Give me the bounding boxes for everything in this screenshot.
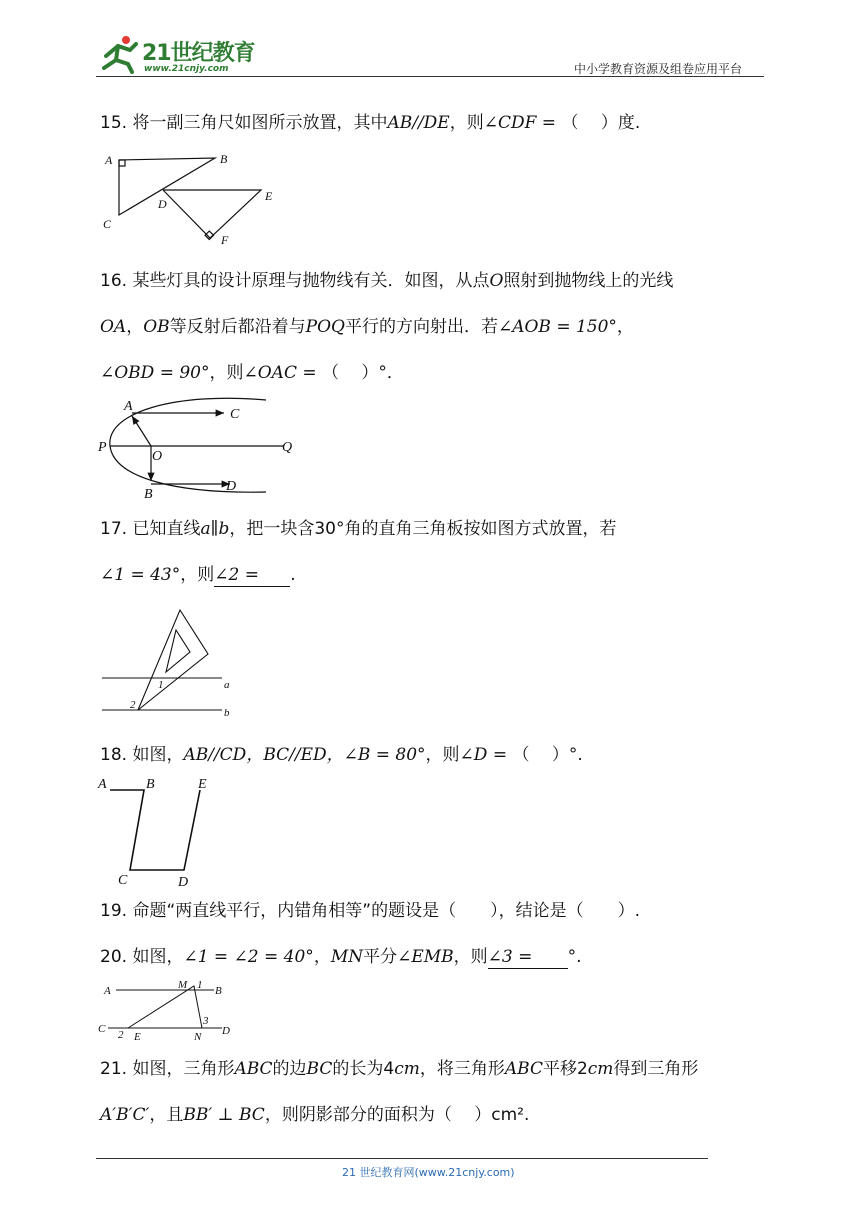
q17-label-b: b <box>224 707 230 718</box>
q16-label-q: Q <box>282 440 293 455</box>
q19-number: 19. <box>100 901 128 921</box>
q16-math-poq: POQ <box>305 317 345 337</box>
q21-text-2b: ，且 <box>149 1105 184 1125</box>
q17-answer-blank <box>214 564 290 587</box>
q16-label-d: D <box>226 479 237 494</box>
q20-label-1: 1 <box>197 979 203 991</box>
logo-url: www.21cnjy.com <box>144 64 229 74</box>
q15-label-a: A <box>105 153 113 167</box>
q17-label-1: 1 <box>158 679 164 691</box>
q21-math-cm-2: cm <box>587 1059 614 1079</box>
logo-text: 21世纪教育 <box>142 41 255 66</box>
q18-math-1: AB//CD，BC//ED，∠B = 80° <box>183 745 426 765</box>
q17-figure <box>98 606 248 718</box>
q16-label-p: P <box>98 440 107 455</box>
header-logo <box>96 32 266 76</box>
q16-text-2d: ， <box>616 317 634 337</box>
q20-text-4: ，则 <box>453 947 488 967</box>
q21-math-bc: BC <box>306 1059 333 1079</box>
q19-text: 命题“两直线平行，内错角相等”的题设是（ ），结论是（ ）. <box>132 901 640 921</box>
q16-label-c: C <box>230 407 240 422</box>
q15-text-3: = （ ）度. <box>536 113 641 133</box>
q16-text-2b: 等反射后都沿着与 <box>169 317 306 337</box>
q21-text-1e: 平移2 <box>542 1059 588 1079</box>
q18-math-2: ∠D <box>459 745 488 765</box>
q20-text-2: ， <box>313 947 331 967</box>
q21-text-1f: 得到三角形 <box>613 1059 699 1079</box>
q18-label-e: E <box>198 777 207 792</box>
question-16-line-2 <box>100 316 634 338</box>
q15-label-c: C <box>103 217 112 231</box>
q20-label-n: N <box>194 1031 202 1043</box>
q20-math-4: ∠3 = <box>487 947 533 967</box>
q21-text-1d: ，将三角形 <box>419 1059 505 1079</box>
q20-math-2: MN <box>330 947 364 967</box>
q16-math-o: O <box>489 271 504 291</box>
q16-text-2c: 平行的方向射出．若 <box>344 317 498 337</box>
q20-math-3: ∠EMB <box>397 947 454 967</box>
q17-label-2: 2 <box>130 699 136 711</box>
q20-number: 20. <box>100 947 128 967</box>
q16-sep: ， <box>126 317 144 337</box>
q15-math-2: ∠CDF <box>483 113 537 133</box>
q17-label-a: a <box>224 679 230 691</box>
q18-label-b: B <box>146 777 155 792</box>
q17-text-2b: ，则 <box>180 565 215 585</box>
q17-text-1b: ，把一块含30°角的直角三角板按如图方式放置，若 <box>229 519 617 539</box>
q16-math-aob: ∠AOB = 150° <box>497 317 617 337</box>
q18-label-a: A <box>98 777 107 792</box>
q16-figure <box>96 392 306 502</box>
q17-text-1: 已知直线 <box>132 519 201 539</box>
q17-math-1: ∠1 = 43° <box>100 565 181 585</box>
question-21-line-1 <box>100 1058 698 1080</box>
question-19 <box>100 900 640 922</box>
q21-text-1c: 的长为4 <box>332 1059 395 1079</box>
footer-text: 21 世纪教育网(www.21cnjy.com) <box>342 1166 515 1179</box>
question-15 <box>100 112 640 134</box>
q20-text-3: 平分 <box>363 947 398 967</box>
question-16-line-3 <box>100 362 404 384</box>
q21-math-abc-2: ABC <box>504 1059 543 1079</box>
q20-label-e: E <box>134 1031 141 1043</box>
q20-label-c: C <box>98 1023 106 1035</box>
question-20 <box>100 946 582 969</box>
q20-label-d: D <box>222 1025 230 1037</box>
q20-label-2: 2 <box>118 1029 124 1041</box>
q16-text-3c: = （ ）°． <box>296 363 404 383</box>
q21-math-a-prime: A′B′C′ <box>100 1105 150 1125</box>
q20-text-5: °. <box>567 947 582 967</box>
platform-name: 中小学教育资源及组卷应用平台 <box>574 62 743 76</box>
q17-math-ab: a∥b <box>200 519 230 539</box>
q16-text-1: 某些灯具的设计原理与抛物线有关．如图，从点 <box>132 271 490 291</box>
question-18 <box>100 744 583 766</box>
q15-number: 15. <box>100 113 128 133</box>
q21-text-1a: 如图，三角形 <box>132 1059 235 1079</box>
q15-label-d: D <box>158 197 167 211</box>
q20-label-b: B <box>215 985 222 997</box>
q15-text-2: ，则 <box>449 113 484 133</box>
q16-label-b: B <box>144 487 153 502</box>
q20-label-a: A <box>104 985 111 997</box>
footer-divider <box>96 1158 708 1159</box>
q20-label-3: 3 <box>203 1015 209 1027</box>
q18-figure <box>96 774 226 890</box>
q18-label-d: D <box>178 875 189 890</box>
q17-text-2c: . <box>290 565 296 585</box>
q17-number: 17. <box>100 519 128 539</box>
q16-math-ob: OB <box>143 317 170 337</box>
q18-number: 18. <box>100 745 128 765</box>
q15-label-b: B <box>220 152 228 166</box>
q18-text-3: = （ ）°. <box>487 745 583 765</box>
q21-math-bb: BB′ ⊥ BC <box>183 1105 265 1125</box>
question-21-line-2 <box>100 1104 529 1126</box>
question-17-line-2 <box>100 564 296 587</box>
q16-label-o: O <box>152 449 163 464</box>
runner-logo-icon <box>96 34 144 74</box>
q16-label-a: A <box>124 399 133 414</box>
header-divider <box>96 76 764 77</box>
q16-number: 16. <box>100 271 128 291</box>
q15-figure <box>98 150 288 250</box>
q18-label-c: C <box>118 873 128 888</box>
q20-figure <box>96 976 246 1044</box>
q20-answer-blank <box>488 946 568 969</box>
q16-math-oac: ∠OAC <box>243 363 297 383</box>
q16-math-oa: OA <box>100 317 127 337</box>
question-16-line-1 <box>100 270 673 292</box>
q20-text-1: 如图， <box>132 947 184 967</box>
question-17-line-1 <box>100 518 616 540</box>
q21-number: 21. <box>100 1059 128 1079</box>
q20-label-m: M <box>178 979 188 991</box>
q15-math-1: AB//DE <box>387 113 450 133</box>
q21-text-2c: ，则阴影部分的面积为（ ）cm². <box>264 1105 530 1125</box>
q15-label-e: E <box>265 189 273 203</box>
q21-math-abc: ABC <box>234 1059 273 1079</box>
q18-text-1: 如图， <box>132 745 184 765</box>
q20-math-1: ∠1 = ∠2 = 40° <box>183 947 314 967</box>
q15-text-1: 将一副三角尺如图所示放置，其中 <box>132 113 388 133</box>
q17-math-2: ∠2 = <box>214 565 259 585</box>
q16-math-obd: ∠OBD = 90° <box>100 363 210 383</box>
q16-text-1b: 照射到抛物线上的光线 <box>503 271 674 291</box>
q16-text-3b: ，则 <box>209 363 244 383</box>
q21-math-cm: cm <box>394 1059 420 1079</box>
q21-text-1b: 的边 <box>272 1059 307 1079</box>
q15-label-f: F <box>221 233 229 247</box>
q18-text-2: ，则 <box>425 745 460 765</box>
